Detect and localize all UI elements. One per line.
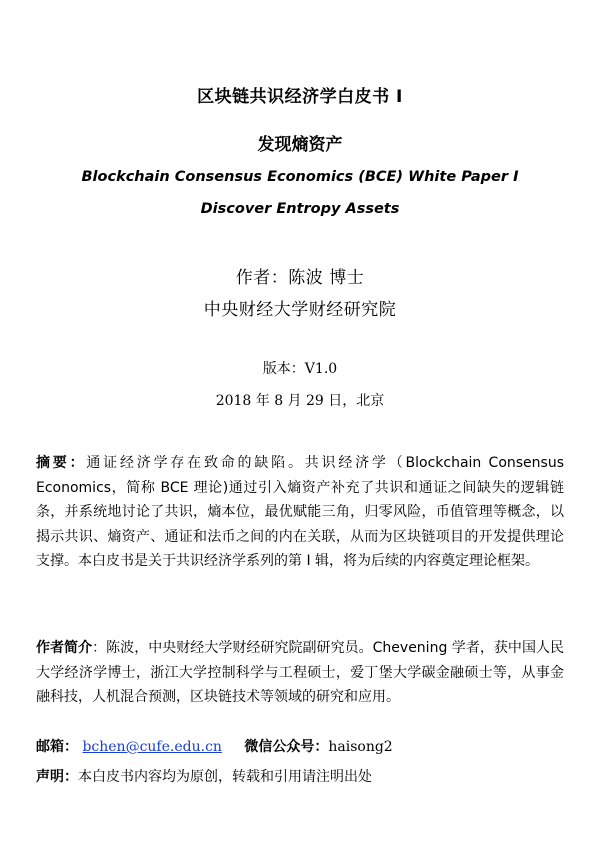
author-line: 作者：陈波 博士 [235,268,365,288]
email-separator: ： [64,739,78,755]
wechat-label: 微信公众号： [244,739,329,755]
version-line: 版本：V1.0 [262,361,338,377]
document-title-en: Blockchain Consensus Economics (BCE) White Paper I [81,169,519,185]
author-bio-text: ：陈波，中央财经大学财经研究院副研究员。Chevening 学者，获中国人民大学经济学博士，浙江大学控制科学与工程硕士，爱丁堡大学碳金融硕士等，从事金融科技，人机混合预测，区块链技术等领域的研究和应用。 [36,640,564,705]
email-link[interactable]: bchen@cufe.edu.cn [82,739,222,755]
abstract-paragraph [36,451,564,574]
statement-paragraph [36,765,564,790]
statement-text: 本白皮书内容均为原创，转载和引用请注明出处 [78,769,372,785]
author-bio-paragraph [36,636,564,710]
email-label: 邮箱 [36,739,64,755]
document-subtitle-cn: 发现熵资产 [257,135,343,155]
document-title-cn: 区块链共识经济学白皮书 I [197,87,403,107]
contact-line [36,735,564,760]
abstract-text: 通证经济学存在致命的缺陷。共识经济学（Blockchain Consensus Economics，简称 BCE 理论)通过引入熵资产补充了共识和通证之间缺失的逻辑链条，并系统地讨论了共识，熵本位，最优赋能三角，归零风险，币值管理等概念，以揭示共识、熵资产、通证和法币之间的内在关联，从而为区块链项目的开发提供理论支撑。本白皮书是关于共识经济学系列的第 I 辑，将为后续的内容奠定理论框架。 [36,455,564,569]
statement-label: 声明： [36,769,78,785]
date-line: 2018 年 8 月 29 日，北京 [215,393,385,409]
author-bio-label: 作者简介 [36,640,93,656]
author-institute: 中央财经大学财经研究院 [203,300,397,320]
abstract-label: 摘要： [36,455,87,471]
document-subtitle-en: Discover Entropy Assets [200,201,400,217]
wechat-value: haisong2 [328,739,393,755]
